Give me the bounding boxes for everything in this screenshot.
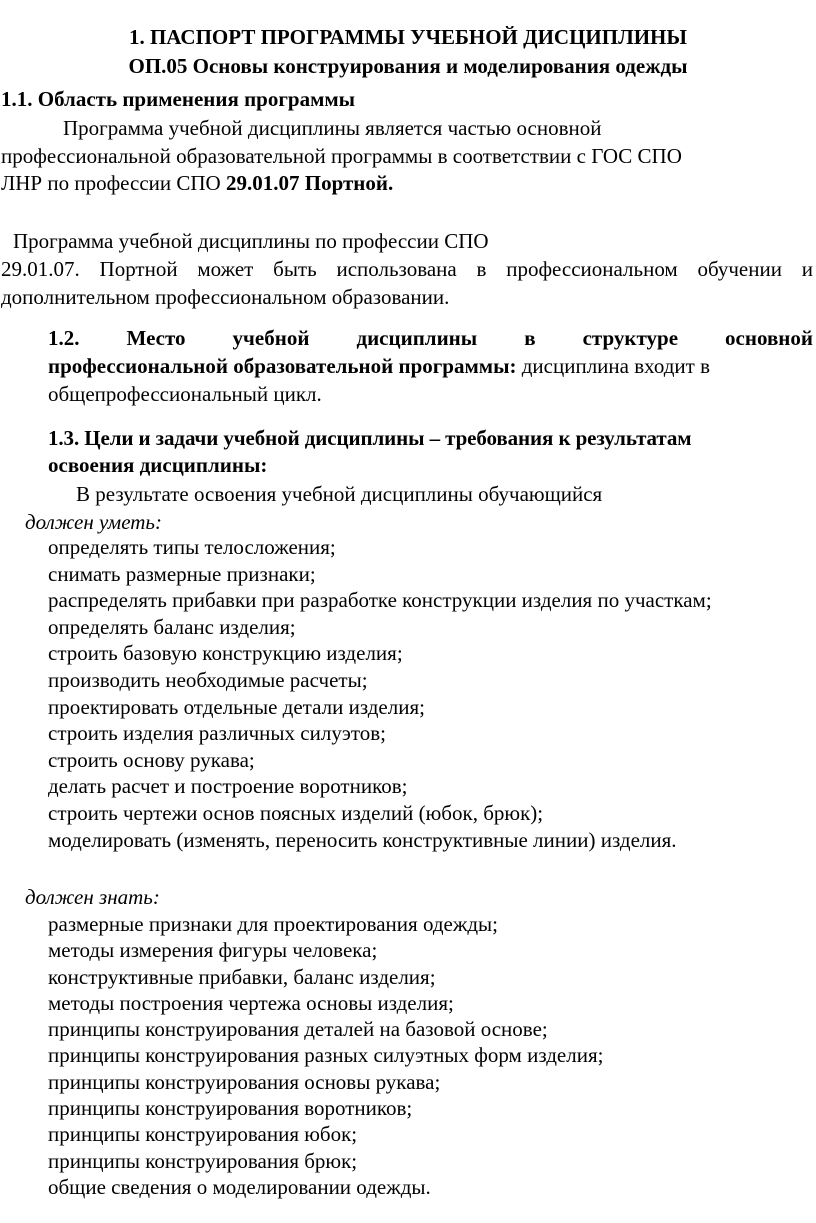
list-item: строить изделия различных силуэтов; (48, 721, 386, 746)
must-know-label: должен знать: (25, 885, 160, 909)
discipline-title: ОП.05 Основы конструирования и моделирования одежды (128, 54, 688, 78)
s11-p1-line1: Программа учебной дисциплины является частью основной (63, 116, 602, 140)
knowledge-list (48, 911, 603, 1200)
s12-line2-text: дисциплина входит в (516, 354, 710, 378)
list-item: делать расчет и построение воротников; (48, 774, 408, 799)
list-item: принципы конструирования юбок; (48, 1122, 358, 1147)
list-item: строить чертежи основ поясных изделий (юбок, брюк); (48, 800, 544, 825)
section-1-3-heading: 1.3. Цели и задачи учебной дисциплины – требования к результатам (48, 426, 692, 450)
list-item: проектировать отдельные детали изделия; (48, 694, 425, 719)
s12-line2 (48, 353, 710, 379)
s11-p1-line3-text: ЛНР по профессии СПО (1, 171, 226, 195)
section-1-3-heading-line2: освоения дисциплины: (48, 453, 268, 477)
section-1-1-heading: 1.1. Область применения программы (1, 87, 356, 111)
list-item: производить необходимые расчеты; (48, 667, 368, 692)
s11-p2-line2: 29.01.07. Портной может быть использована в профессиональном обучении и (1, 257, 813, 281)
list-item: общие сведения о моделировании одежды. (48, 1174, 431, 1199)
section-1-2-heading: 1.2. Место учебной дисциплины в структуре основной (48, 326, 813, 350)
program-code: 29.01.07 Портной. (225, 171, 394, 195)
list-item: принципы конструирования деталей на базовой основе; (48, 1017, 548, 1042)
s12-line2-bold: профессиональной образовательной программы: (48, 354, 517, 378)
list-item: размерные признаки для проектирования одежды; (48, 912, 498, 936)
list-item: принципы конструирования брюк; (48, 1148, 358, 1173)
list-item: методы построения чертежа основы изделия; (48, 990, 454, 1015)
list-item: снимать размерные признаки; (48, 561, 316, 586)
list-item: принципы конструирования воротников; (48, 1096, 413, 1121)
list-item: определять баланс изделия; (48, 614, 296, 639)
must-do-label: должен уметь: (25, 510, 162, 534)
list-item: строить основу рукава; (48, 747, 255, 772)
list-item: конструктивные прибавки, баланс изделия; (48, 964, 436, 989)
s12-line3: общепрофессиональный цикл. (48, 382, 322, 406)
s11-p1-line3 (1, 170, 393, 196)
s11-p2-line3: дополнительном профессиональном образовании. (1, 285, 450, 309)
list-item: методы измерения фигуры человека; (48, 938, 378, 963)
list-item: принципы конструирования разных силуэтных форм изделия; (48, 1043, 604, 1068)
skills-list (48, 534, 712, 853)
s11-p1-line2: профессиональной образовательной программы в соответствии с ГОС СПО (1, 144, 682, 168)
list-item: принципы конструирования основы рукава; (48, 1069, 441, 1094)
list-item: моделировать (изменять, переносить конструктивные линии) изделия. (48, 827, 677, 852)
list-item: определять типы телосложения; (48, 535, 336, 559)
s11-p2-line1: Программа учебной дисциплины по профессии СПО (13, 229, 489, 253)
list-item: распределять прибавки при разработке конструкции изделия по участкам; (48, 588, 712, 613)
list-item: строить базовую конструкцию изделия; (48, 641, 403, 666)
document-title: 1. ПАСПОРТ ПРОГРАММЫ УЧЕБНОЙ ДИСЦИПЛИНЫ (128, 25, 688, 49)
s13-intro: В результате освоения учебной дисциплины обучающийся (76, 482, 603, 506)
